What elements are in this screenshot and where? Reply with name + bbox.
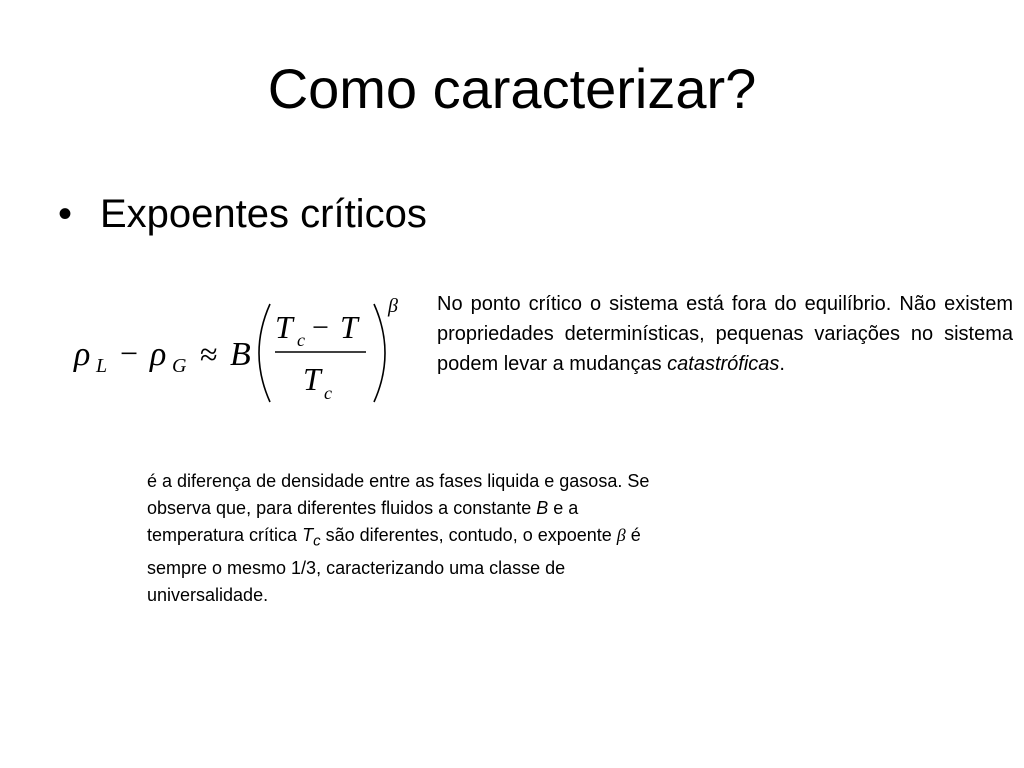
minus-sign: − bbox=[120, 335, 139, 371]
critical-point-note-end: . bbox=[779, 353, 785, 375]
note-part-2: e a temperatura crítica bbox=[147, 498, 579, 545]
numerator-minus: − bbox=[312, 311, 329, 344]
bullet-dot: • bbox=[58, 192, 73, 236]
slide-title: Como caracterizar? bbox=[267, 57, 757, 120]
left-paren bbox=[259, 304, 270, 402]
subscript-g: G bbox=[172, 355, 187, 377]
critical-exponent-equation bbox=[60, 290, 420, 420]
numerator-tc: T bbox=[275, 309, 293, 345]
rho-g-symbol: ρ bbox=[150, 336, 167, 373]
exponent-beta: β bbox=[388, 295, 398, 317]
approx-sign: ≈ bbox=[200, 336, 218, 372]
right-paren bbox=[374, 304, 385, 402]
rho-l-symbol: ρ bbox=[74, 336, 91, 373]
critical-point-note bbox=[437, 289, 1013, 379]
density-difference-note bbox=[147, 468, 652, 609]
denominator-subscript-c: c bbox=[324, 383, 332, 403]
note-part-1: é a diferença de densidade entre as fases liquida e gasosa. Se observa que, para diferentes fluidos a constante bbox=[147, 471, 650, 518]
bullet-text: Expoentes críticos bbox=[100, 192, 427, 236]
critical-point-note-emphasis: catastróficas bbox=[667, 353, 780, 375]
note-beta-symbol: β bbox=[616, 525, 626, 545]
denominator-t: T bbox=[303, 361, 321, 397]
critical-point-note-text: No ponto crítico o sistema está fora do equilíbrio. Não existem propriedades determinísticas, pequenas variações no sistema podem levar a mudanças bbox=[437, 293, 1013, 375]
constant-b: B bbox=[230, 336, 251, 373]
note-constant-b: B bbox=[536, 498, 549, 518]
numerator-subscript-c: c bbox=[297, 330, 305, 350]
subscript-l: L bbox=[96, 355, 108, 377]
equation-svg bbox=[60, 290, 420, 420]
numerator-t: T bbox=[340, 309, 358, 345]
note-temperature-t: T bbox=[302, 525, 314, 545]
note-temperature-subscript-c: c bbox=[313, 532, 321, 550]
note-part-4: é sempre o mesmo 1/3, caracterizando uma classe de universalidade. bbox=[147, 525, 641, 605]
note-part-3: são diferentes, contudo, o expoente bbox=[320, 525, 617, 545]
bullet-item bbox=[58, 190, 427, 238]
